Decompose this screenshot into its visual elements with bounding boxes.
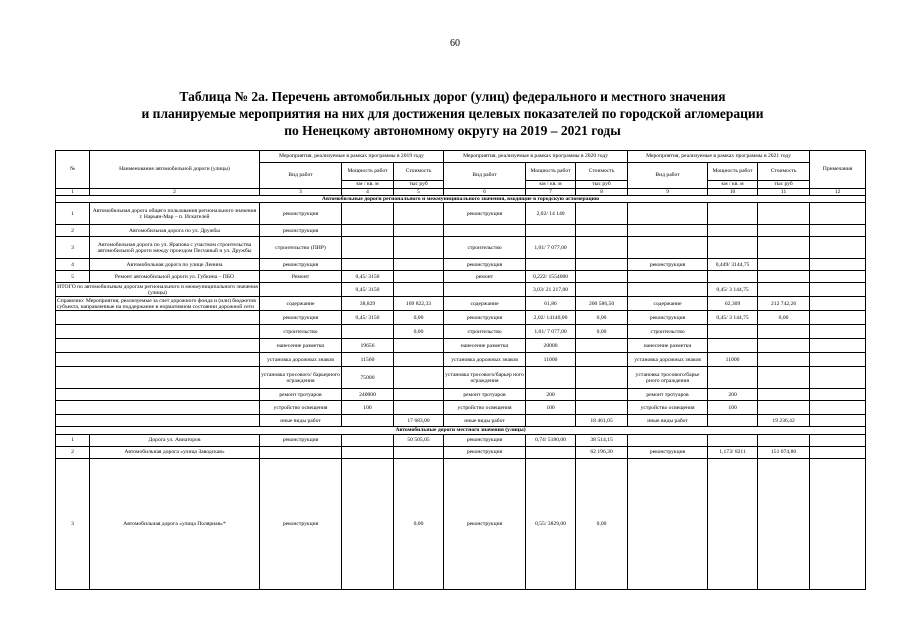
- table-cell: [758, 271, 810, 283]
- table-cell: [394, 353, 444, 367]
- table-cell: [758, 203, 810, 225]
- column-number: 6: [444, 189, 526, 196]
- table-cell: реконструкция: [260, 458, 342, 589]
- header-notes: Примечания: [810, 151, 866, 189]
- table-cell: [708, 434, 758, 446]
- table-cell: [628, 434, 708, 446]
- table-cell: [576, 225, 628, 237]
- header-no: №: [56, 151, 90, 189]
- table-cell: [394, 389, 444, 401]
- table-cell: 200: [708, 389, 758, 401]
- header-work-type-2020: Вид работ: [444, 163, 526, 189]
- table-cell: [810, 415, 866, 427]
- table-cell: 0,74/ 5180,00: [526, 434, 576, 446]
- table-cell: [342, 446, 394, 458]
- table-row: [56, 203, 866, 225]
- table-cell: [810, 311, 866, 325]
- table-cell: [56, 353, 260, 367]
- table-cell: [56, 389, 260, 401]
- header-cost-2019: Стоимость: [394, 163, 444, 181]
- total-label: ИТОГО по автомобильным дорогам регионального и межмуниципального значения (улицы): [57, 283, 258, 296]
- table-cell: реконструкция: [260, 311, 342, 325]
- table-cell: [758, 283, 810, 297]
- table-cell: [708, 367, 758, 389]
- table-cell: [810, 297, 866, 311]
- table-cell: установка дорожных знаков: [444, 353, 526, 367]
- table-cell: 38,829: [342, 297, 394, 311]
- table-cell: 2: [56, 446, 90, 458]
- table-cell: [758, 434, 810, 446]
- table-cell: [708, 225, 758, 237]
- header-road-name: Наименование автомобильной дороги (улицы): [90, 151, 260, 189]
- total-2021: 0,45/ 3 144,75: [708, 283, 758, 297]
- table-cell: [810, 458, 866, 589]
- table-cell: реконструкция: [444, 203, 526, 225]
- table-cell: [342, 415, 394, 427]
- table-cell: 50 505,05: [394, 434, 444, 446]
- table-cell: [394, 283, 444, 297]
- column-number: 1: [56, 189, 90, 196]
- table-cell: [628, 237, 708, 259]
- table-cell: [810, 283, 866, 297]
- table-cell: 62 196,30: [576, 446, 628, 458]
- table-cell: [526, 367, 576, 389]
- table-cell: [810, 367, 866, 389]
- table-cell: [342, 325, 394, 339]
- table-cell: содержание: [628, 297, 708, 311]
- table-cell: [260, 446, 342, 458]
- table-cell: 100: [342, 401, 394, 415]
- header-unit-rub-2019: тыс руб: [394, 181, 444, 189]
- table-cell: 19656: [342, 339, 394, 353]
- table-cell: строительство: [444, 237, 526, 259]
- table-cell: 169 822,33: [394, 297, 444, 311]
- table-cell: Ремонт автомобильной дороги ул. Губкина – ПБО: [90, 271, 260, 283]
- reference-row: [56, 401, 866, 415]
- table-cell: [758, 401, 810, 415]
- table-cell: [260, 283, 342, 297]
- table-cell: [526, 259, 576, 271]
- table-cell: 1: [56, 203, 90, 225]
- table-cell: 0,222/ 1554000: [526, 271, 576, 283]
- header-row-1: [56, 151, 866, 163]
- table-cell: [342, 434, 394, 446]
- header-capacity-2019: Мощность работ: [342, 163, 394, 181]
- table-cell: [758, 389, 810, 401]
- header-work-type-2019: Вид работ: [260, 163, 342, 189]
- table-cell: 0,55/ 3829,00: [526, 458, 576, 589]
- table-cell: [758, 367, 810, 389]
- table-cell: [394, 446, 444, 458]
- table-cell: 1: [56, 434, 90, 446]
- table-cell: 3: [56, 458, 90, 589]
- table-cell: 62,309: [708, 297, 758, 311]
- table-cell: нанесение разметки: [444, 339, 526, 353]
- table-cell: установка дорожных знаков: [260, 353, 342, 367]
- table-cell: [708, 325, 758, 339]
- table-cell: 0,00: [394, 458, 444, 589]
- header-capacity-2020: Мощность работ: [526, 163, 576, 181]
- column-number: 2: [90, 189, 260, 196]
- table-cell: 0,00: [576, 458, 628, 589]
- section-regional-roads-title: Автомобильные дороги регионального и межмуниципального значения, входящие в городскую агломерацию: [56, 196, 866, 203]
- table-cell: иные виды работ: [260, 415, 342, 427]
- table-cell: установка тросового/ барьерного ограждения: [260, 367, 342, 389]
- table-cell: [394, 225, 444, 237]
- table-cell: 0,45/ 3 144,75: [708, 311, 758, 325]
- table-row: [56, 271, 866, 283]
- table-cell: [758, 237, 810, 259]
- table-cell: 100: [708, 401, 758, 415]
- table-cell: содержание: [260, 297, 342, 311]
- table-cell: [394, 367, 444, 389]
- table-cell: [576, 271, 628, 283]
- title-line-1: Таблица № 2а. Перечень автомобильных дорог (улиц) федерального и местного значения: [179, 89, 726, 104]
- table-cell: 1,01/ 7 077,00: [526, 325, 576, 339]
- table-cell: 2: [56, 225, 90, 237]
- table-cell: [526, 415, 576, 427]
- table-cell: 200 586,50: [576, 297, 628, 311]
- table-cell: [628, 225, 708, 237]
- table-cell: Автомобильная дорога по улице Ленина: [90, 259, 260, 271]
- table-cell: [810, 389, 866, 401]
- header-unit-km-2019: км / кв. м: [342, 181, 394, 189]
- title-line-2: и планируемые мероприятия на них для достижения целевых показателей по городской агломерации: [141, 106, 764, 121]
- table-row: [56, 237, 866, 259]
- table-cell: [810, 434, 866, 446]
- total-2020: 3,03/ 21 217,00: [526, 283, 576, 297]
- table-cell: 1,173/ 8211: [708, 446, 758, 458]
- section-local-roads-title: Автомобильные дороги местного значения (улицы): [56, 427, 866, 434]
- table-cell: устройство освещения: [628, 401, 708, 415]
- table-cell: [628, 203, 708, 225]
- table-cell: реконструкция: [444, 458, 526, 589]
- table-cell: [576, 367, 628, 389]
- section-regional-roads: [56, 196, 866, 203]
- header-cost-2020: Стоимость: [576, 163, 628, 181]
- table-cell: 11000: [708, 353, 758, 367]
- table-cell: реконструкция: [444, 434, 526, 446]
- table-cell: 11000: [526, 353, 576, 367]
- column-number: 4: [342, 189, 394, 196]
- table-cell: [342, 225, 394, 237]
- table-cell: Автомобильная дорога общего пользования регионального значения г. Нарьян-Мар – п. Искателей: [90, 203, 260, 225]
- table-cell: 20000: [526, 339, 576, 353]
- table-cell: [708, 339, 758, 353]
- table-cell: 0,00: [758, 311, 810, 325]
- reference-row: [56, 311, 866, 325]
- table-cell: [628, 458, 708, 589]
- table-cell: [810, 446, 866, 458]
- reference-row: [56, 389, 866, 401]
- table-cell: [810, 203, 866, 225]
- table-cell: установка тросового/барьер ного ограждения: [444, 367, 526, 389]
- table-cell: 0,00: [576, 311, 628, 325]
- table-cell: 4: [56, 259, 90, 271]
- table-cell: иные виды работ: [628, 415, 708, 427]
- section-local-roads: [56, 427, 866, 434]
- table-cell: 100: [526, 401, 576, 415]
- header-unit-rub-2020: тыс руб: [576, 181, 628, 189]
- table-cell: ремонт тротуаров: [628, 389, 708, 401]
- table-cell: 19 236,42: [758, 415, 810, 427]
- header-program-2020: Мероприятия, реализуемые в рамках программы в 2020 году: [444, 151, 628, 163]
- table-cell: [576, 259, 628, 271]
- table-cell: 151 074,80: [758, 446, 810, 458]
- table-cell: [394, 401, 444, 415]
- table-cell: [810, 339, 866, 353]
- table-cell: ремонт: [444, 271, 526, 283]
- table-cell: Автомобильная дорога «улица Полярная»*: [90, 458, 260, 589]
- table-cell: 240000: [342, 389, 394, 401]
- table-cell: реконструкция: [444, 446, 526, 458]
- reference-row: [56, 325, 866, 339]
- total-2019: 0,45/ 3150: [342, 283, 394, 297]
- table-cell: [342, 203, 394, 225]
- table-cell: [526, 446, 576, 458]
- header-capacity-2021: Мощность работ: [708, 163, 758, 181]
- table-cell: 11560: [342, 353, 394, 367]
- roads-table: [55, 150, 866, 590]
- reference-label: Справочно: Мероприятия, реализуемые за счет дорожного фонда и (или) бюджетов субъекта, направленные на поддержание в нормативном состоянии дорожной сети: [56, 297, 260, 311]
- table-cell: Дорога ул. Авиаторов: [90, 434, 260, 446]
- table-cell: [394, 237, 444, 259]
- table-cell: строительство: [628, 325, 708, 339]
- table-cell: реконструкция: [444, 259, 526, 271]
- table-cell: содержание: [444, 297, 526, 311]
- column-number: 10: [708, 189, 758, 196]
- table-cell: [526, 225, 576, 237]
- table-cell: 200: [526, 389, 576, 401]
- table-cell: Автомобильная дорога по ул. Ярапова с участком строительства автомобильной дороги между проездом Песчаный и ул. Дружбы: [90, 237, 260, 259]
- table-cell: [708, 271, 758, 283]
- table-cell: Ремонт: [260, 271, 342, 283]
- reference-row: [56, 297, 866, 311]
- table-cell: реконструкция: [628, 446, 708, 458]
- table-cell: 38 514,15: [576, 434, 628, 446]
- table-cell: 18 461,05: [576, 415, 628, 427]
- column-number: 3: [260, 189, 342, 196]
- table-cell: [576, 283, 628, 297]
- table-cell: [444, 283, 526, 297]
- header-unit-rub-2021: тыс руб: [758, 181, 810, 189]
- header-unit-km-2020: км / кв. м: [526, 181, 576, 189]
- table-cell: установка тросового/барье рного ограждения: [628, 367, 708, 389]
- table-cell: [342, 259, 394, 271]
- table-cell: строительство (ПИР): [260, 237, 342, 259]
- table-cell: реконструкция: [444, 311, 526, 325]
- table-cell: [56, 311, 260, 325]
- table-cell: [576, 401, 628, 415]
- table-cell: [628, 283, 708, 297]
- table-cell: 61,86: [526, 297, 576, 311]
- table-cell: [576, 203, 628, 225]
- table-cell: [810, 353, 866, 367]
- table-cell: 0,00: [394, 325, 444, 339]
- table-cell: строительство: [260, 325, 342, 339]
- reference-row: [56, 339, 866, 353]
- table-cell: [810, 271, 866, 283]
- table-cell: [708, 415, 758, 427]
- table-cell: [758, 259, 810, 271]
- table-row: [56, 458, 866, 589]
- table-cell: [576, 353, 628, 367]
- table-cell: [342, 458, 394, 589]
- table-cell: 2,02/ 14140,00: [526, 311, 576, 325]
- title-line-3: по Ненецкому автономному округу на 2019 – 2021 годы: [284, 123, 621, 138]
- table-cell: [56, 325, 260, 339]
- table-row: [56, 259, 866, 271]
- table-cell: 0,00: [394, 311, 444, 325]
- table-cell: реконструкция: [260, 225, 342, 237]
- table-cell: [810, 237, 866, 259]
- table-cell: [758, 339, 810, 353]
- table-cell: нанесение разметки: [260, 339, 342, 353]
- table-cell: строительство: [444, 325, 526, 339]
- column-number: 8: [576, 189, 628, 196]
- table-cell: 212 742,26: [758, 297, 810, 311]
- table-cell: 17 683,00: [394, 415, 444, 427]
- table-row: [56, 225, 866, 237]
- table-cell: [444, 225, 526, 237]
- header-program-2021: Мероприятия, реализуемые в рамках программы в 2021 году: [628, 151, 810, 163]
- reference-row: [56, 353, 866, 367]
- table-cell: [758, 225, 810, 237]
- column-number: 7: [526, 189, 576, 196]
- total-row: [56, 283, 866, 297]
- table-cell: [56, 415, 260, 427]
- table-cell: устройство освещения: [444, 401, 526, 415]
- table-cell: [810, 259, 866, 271]
- table-cell: [394, 203, 444, 225]
- table-cell: [394, 271, 444, 283]
- column-number: 5: [394, 189, 444, 196]
- table-cell: 2,02/ 14 140: [526, 203, 576, 225]
- header-cost-2021: Стоимость: [758, 163, 810, 181]
- table-cell: [576, 339, 628, 353]
- table-cell: устройство освещения: [260, 401, 342, 415]
- header-work-type-2021: Вид работ: [628, 163, 708, 189]
- table-cell: [56, 401, 260, 415]
- table-row: [56, 446, 866, 458]
- table-cell: [708, 237, 758, 259]
- table-cell: иные виды работ: [444, 415, 526, 427]
- header-program-2019: Мероприятия, реализуемые в рамках программы в 2019 году: [260, 151, 444, 163]
- table-cell: 5: [56, 271, 90, 283]
- table-cell: [758, 353, 810, 367]
- page-title: [80, 88, 825, 139]
- table-row: [56, 434, 866, 446]
- table-cell: 0,45/ 3150: [342, 311, 394, 325]
- table-cell: [394, 339, 444, 353]
- table-cell: 0,45/ 3150: [342, 271, 394, 283]
- table-cell: реконструкция: [628, 259, 708, 271]
- table-cell: 0,00: [576, 325, 628, 339]
- column-number: 12: [810, 189, 866, 196]
- reference-row: [56, 415, 866, 427]
- reference-row: [56, 367, 866, 389]
- table-cell: нанесение разметки: [628, 339, 708, 353]
- table-cell: 1,01/ 7 077,00: [526, 237, 576, 259]
- table-cell: [576, 389, 628, 401]
- column-number: 11: [758, 189, 810, 196]
- header-unit-km-2021: км / кв. м: [708, 181, 758, 189]
- table-cell: реконструкция: [628, 311, 708, 325]
- table-cell: установка дорожных знаков: [628, 353, 708, 367]
- table-cell: [708, 458, 758, 589]
- table-cell: [758, 325, 810, 339]
- table-cell: реконструкция: [260, 434, 342, 446]
- table-cell: [342, 237, 394, 259]
- table-cell: [394, 259, 444, 271]
- table-cell: [576, 237, 628, 259]
- table-cell: [708, 203, 758, 225]
- table-cell: [56, 367, 260, 389]
- column-number: 9: [628, 189, 708, 196]
- table-cell: ремонт тротуаров: [444, 389, 526, 401]
- table-cell: [56, 339, 260, 353]
- table-cell: [810, 401, 866, 415]
- table-cell: Автомобильная дорога по ул. Дружбы: [90, 225, 260, 237]
- table-cell: [758, 458, 810, 589]
- table-cell: 3: [56, 237, 90, 259]
- table-cell: 75000: [342, 367, 394, 389]
- page-number: 60: [450, 38, 460, 49]
- table-cell: [810, 225, 866, 237]
- table-cell: реконструкция: [260, 259, 342, 271]
- table-cell: ремонт тротуаров: [260, 389, 342, 401]
- table-cell: Автомобильная дорога «улица Заводская»: [90, 446, 260, 458]
- table-cell: [628, 271, 708, 283]
- column-number-row: [56, 189, 866, 196]
- table-cell: [810, 325, 866, 339]
- table-cell: реконструкция: [260, 203, 342, 225]
- table-cell: 0,449/ 3144,75: [708, 259, 758, 271]
